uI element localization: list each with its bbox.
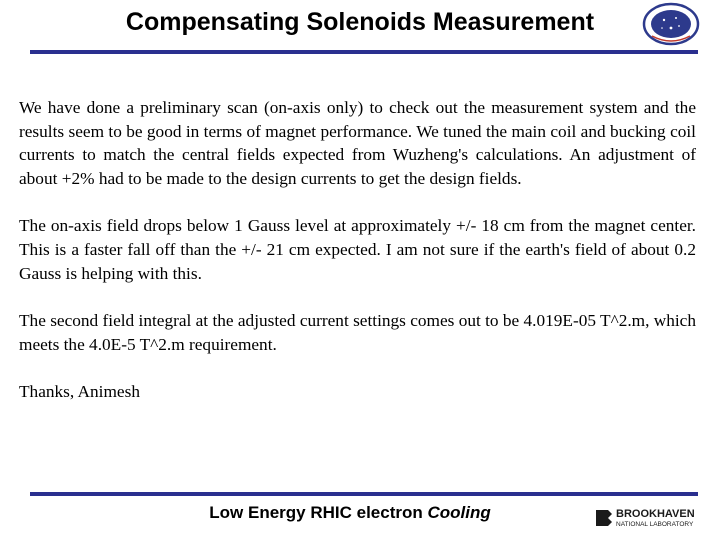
signoff: Thanks, Animesh	[19, 382, 140, 402]
footer-divider	[30, 492, 698, 496]
footer-caption-emphasis: Cooling	[427, 503, 491, 522]
office-of-nuclear-physics-seal-logo	[642, 2, 700, 46]
logo-line2: NATIONAL LABORATORY	[616, 521, 694, 528]
footer-caption-main: Low Energy RHIC electron	[209, 503, 428, 522]
brookhaven-lab-logo	[594, 504, 720, 530]
paragraph-field-dropoff: The on-axis field drops below 1 Gauss level at approximately +/- 18 cm from the magnet center. This is a faster fall off than the +/- 21 cm expected. I am not sure if the earth's field of about 0.2 Gauss is helping with this.	[19, 216, 696, 283]
footer-caption	[160, 503, 540, 523]
page-title: Compensating Solenoids Measurement	[125, 8, 595, 36]
message-body	[19, 96, 696, 404]
header-divider	[30, 50, 698, 54]
paragraph-field-integral: The second field integral at the adjusted current settings comes out to be 4.019E-05 T^2.m, which meets the 4.0E-5 T^2.m requirement.	[19, 311, 696, 354]
paragraph-preliminary-scan: We have done a preliminary scan (on-axis only) to check out the measurement system and the results seem to be good in terms of magnet performance. We tuned the main coil and bucking coil currents to match the central fields expected from Wuzheng's calculations. An adjustment of about +2% had to be made to the design currents to get the design fields.	[19, 98, 696, 188]
logo-line1: BROOKHAVEN	[616, 508, 695, 520]
